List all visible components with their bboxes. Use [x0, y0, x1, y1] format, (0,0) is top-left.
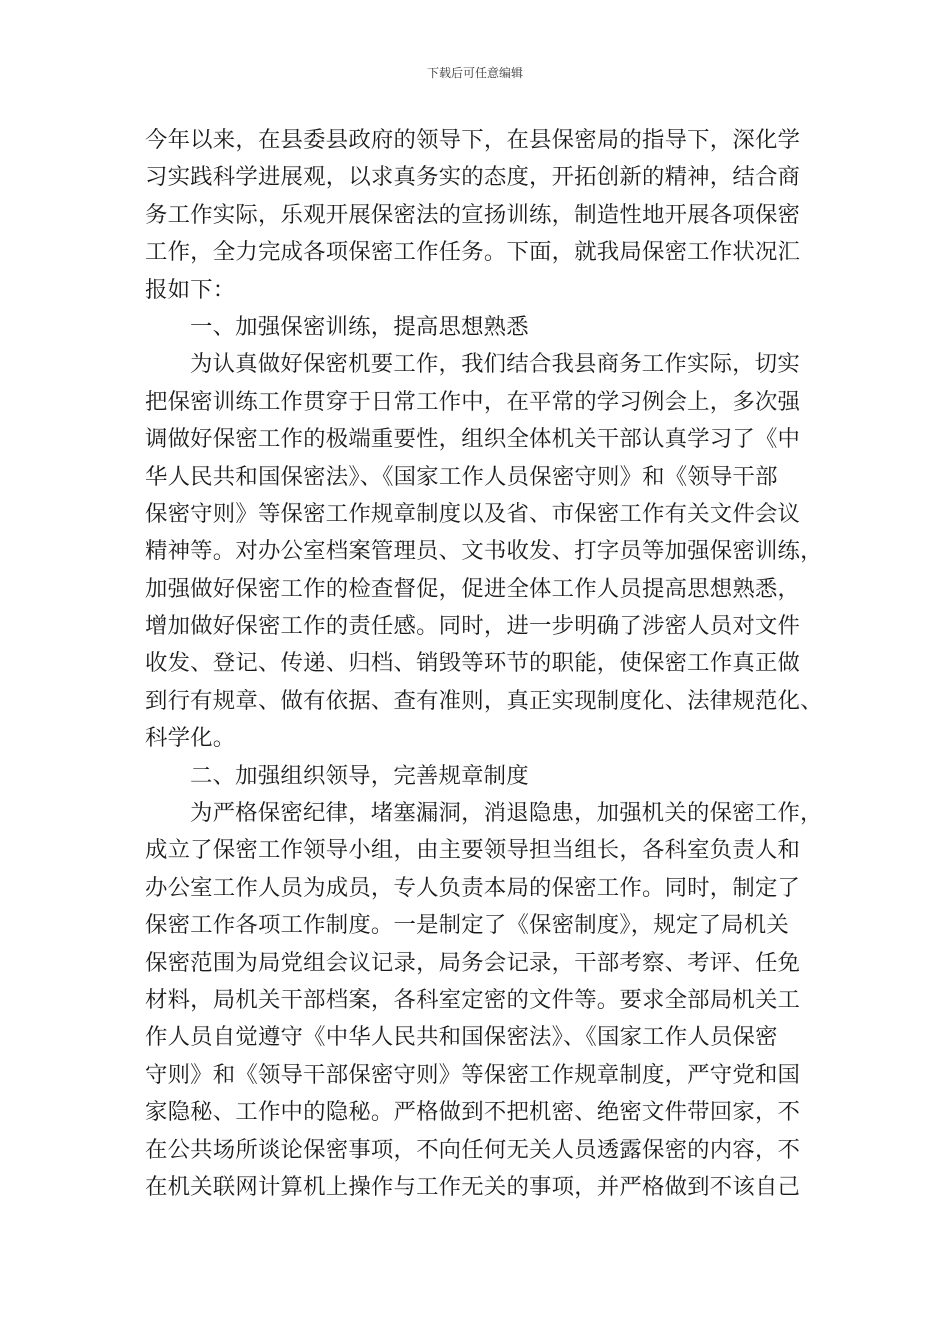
text-line: 在机关联网计算机上操作与工作无关的事项，并严格做到不该自己: [145, 1173, 801, 1200]
text-line: 华人民共和国保密法》、《国家工作人员保密守则》和《领导干部: [145, 463, 778, 490]
text-line: 加强做好保密工作的检查督促，促进全体工作人员提高思想熟悉，: [145, 575, 801, 602]
text-line: 保密守则》等保密工作规章制度以及省、市保密工作有关文件会议: [145, 500, 801, 527]
text-line: 增加做好保密工作的责任感。同时，进一步明确了涉密人员对文件: [145, 613, 801, 640]
text-line: 报如下：: [145, 276, 236, 303]
text-line: 科学化。: [145, 725, 236, 752]
text-line: 工作，全力完成各项保密工作任务。下面，就我局保密工作状况汇: [145, 239, 801, 266]
text-line: 在公共场所谈论保密事项，不向任何无关人员透露保密的内容，不: [145, 1136, 801, 1163]
text-line: 保密工作各项工作制度。一是制定了《保密制度》，规定了局机关: [145, 912, 789, 939]
text-line: 把保密训练工作贯穿于日常工作中，在平常的学习例会上，多次强: [145, 388, 801, 415]
text-line: 一、加强保密训练，提高思想熟悉: [190, 313, 529, 340]
text-line: 习实践科学进展观，以求真务实的态度，开拓创新的精神，结合商: [145, 164, 801, 191]
document-body: [145, 122, 825, 1206]
text-line: 家隐秘、工作中的隐秘。严格做到不把机密、绝密文件带回家，不: [145, 1099, 801, 1126]
text-line: 精神等。对办公室档案管理员、文书收发、打字员等加强保密训练，: [145, 538, 823, 565]
text-line: 收发、登记、传递、归档、销毁等环节的职能，使保密工作真正做: [145, 650, 801, 677]
text-line: 办公室工作人员为成员，专人负责本局的保密工作。同时，制定了: [145, 874, 801, 901]
text-line: 为认真做好保密机要工作，我们结合我县商务工作实际，切实: [190, 351, 800, 378]
text-line: 为严格保密纪律，堵塞漏洞，消退隐患，加强机关的保密工作，: [190, 800, 823, 827]
text-line: 保密范围为局党组会议记录，局务会记录，干部考察、考评、任免: [145, 949, 801, 976]
text-line: 作人员自觉遵守《中华人民共和国保密法》、《国家工作人员保密: [145, 1024, 778, 1051]
text-line: 成立了保密工作领导小组，由主要领导担当组长，各科室负责人和: [145, 837, 801, 864]
text-line: 今年以来，在县委县政府的领导下，在县保密局的指导下，深化学: [145, 127, 801, 153]
text-line: 二、加强组织领导，完善规章制度: [190, 762, 529, 789]
page-header: 下载后可任意编辑: [426, 66, 523, 80]
text-line: 守则》和《领导干部保密守则》等保密工作规章制度，严守党和国: [145, 1061, 801, 1088]
text-line: 到行有规章、做有依据、查有准则，真正实现制度化、法律规范化、: [145, 687, 823, 714]
text-line: 调做好保密工作的极端重要性，组织全体机关干部认真学习了《中: [145, 426, 801, 453]
text-line: 务工作实际，乐观开展保密法的宣扬训练，制造性地开展各项保密: [145, 201, 801, 228]
text-line: 材料，局机关干部档案，各科室定密的文件等。要求全部局机关工: [145, 986, 801, 1013]
